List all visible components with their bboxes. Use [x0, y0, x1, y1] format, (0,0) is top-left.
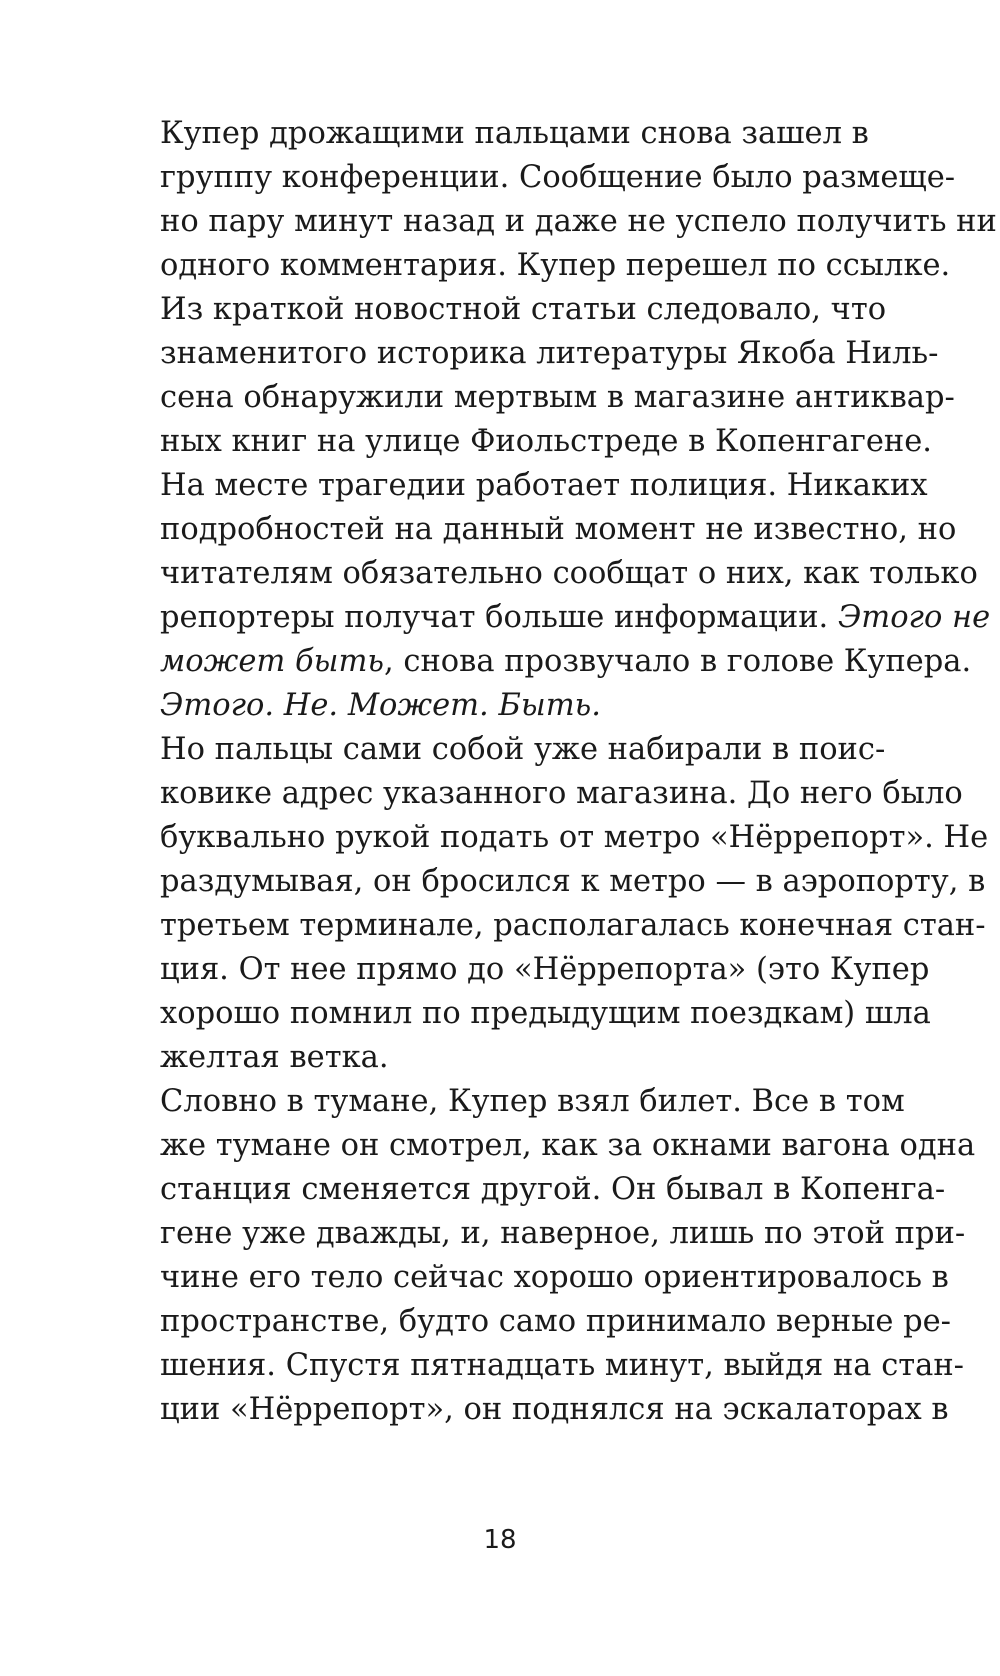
text-line: но пару минут назад и даже не успело получить ни	[160, 204, 997, 239]
paragraph-4	[160, 728, 989, 1080]
text-line: же тумане он смотрел, как за окнами вагона одна	[160, 1128, 976, 1163]
text-line: Купер дрожащими пальцами снова зашел в	[160, 116, 869, 151]
text-line: Из краткой новостной статьи следовало, что	[160, 292, 887, 327]
text-line-mixed	[160, 596, 991, 640]
text-line: хорошо помнил по предыдущим поездкам) шла	[160, 996, 931, 1031]
text-line: шения. Спустя пятнадцать минут, выйдя на стан-	[160, 1348, 964, 1383]
text-line: читателям обязательно сообщат о них, как только	[160, 556, 978, 591]
text-line: подробностей на данный момент не известно, но	[160, 512, 957, 547]
text-line: третьем терминале, располагалась конечная стан-	[160, 908, 986, 943]
italic-segment: Этого не	[837, 600, 991, 635]
text-line: ции «Нёррепорт», он поднялся на эскалаторах в	[160, 1392, 949, 1427]
text-line: ных книг на улице Фиольстреде в Копенгагене.	[160, 424, 932, 459]
italic-line: Этого. Не. Может. Быть.	[160, 688, 601, 723]
text-line: ковике адрес указанного магазина. До него было	[160, 776, 963, 811]
text-line: чине его тело сейчас хорошо ориентировалось в	[160, 1260, 949, 1295]
text-line: группу конференции. Сообщение было размеще-	[160, 160, 956, 195]
text-line: ция. От нее прямо до «Нёррепорта» (это Купер	[160, 952, 930, 987]
paragraph-5	[160, 1080, 976, 1432]
text-line: Но пальцы сами собой уже набирали в поис-	[160, 732, 886, 767]
italic-segment: может быть	[160, 644, 384, 679]
paragraph-2	[160, 288, 991, 684]
text-line: одного комментария. Купер перешел по ссылке.	[160, 248, 951, 283]
text-line: буквально рукой подать от метро «Нёррепорт». Не	[160, 820, 989, 855]
text-line-mixed	[160, 640, 972, 684]
text-line: Словно в тумане, Купер взял билет. Все в том	[160, 1084, 905, 1119]
text-line: пространстве, будто само принимало верные ре-	[160, 1304, 951, 1339]
page-number: 18	[483, 1525, 517, 1555]
text-line: станция сменяется другой. Он бывал в Копенга-	[160, 1172, 946, 1207]
text-segment: , снова прозвучало в голове Купера.	[383, 644, 972, 679]
text-line: На месте трагедии работает полиция. Никаких	[160, 468, 928, 503]
text-segment: репортеры получат больше информации.	[160, 600, 838, 635]
text-line: раздумывая, он бросился к метро — в аэропорту, в	[160, 864, 986, 899]
body-text	[160, 112, 997, 1432]
text-line: желтая ветка.	[160, 1040, 389, 1075]
text-line: сена обнаружили мертвым в магазине антиквар-	[160, 380, 955, 415]
paragraph-1	[160, 112, 997, 288]
paragraph-3	[160, 684, 865, 728]
text-line: знаменитого историка литературы Якоба Ниль-	[160, 336, 939, 371]
text-line: гене уже дважды, и, наверное, лишь по этой при-	[160, 1216, 966, 1251]
